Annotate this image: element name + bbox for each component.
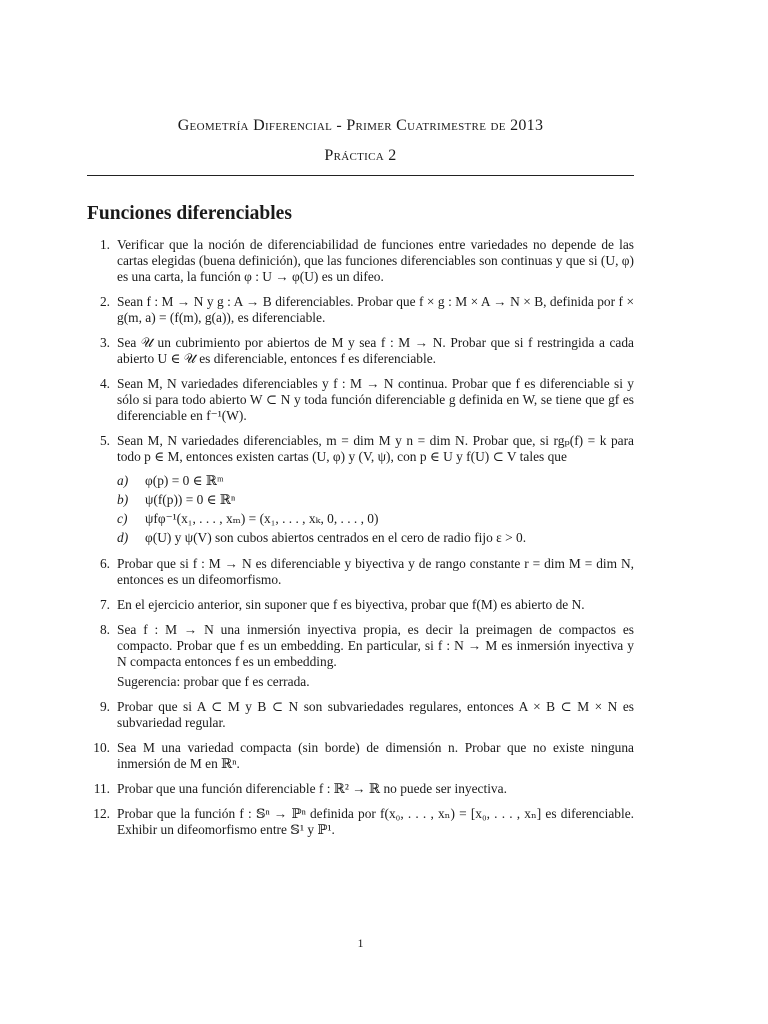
exercise-number: 2. [99,293,110,309]
exercise-number: 1. [99,237,110,252]
document-title: Geometría Diferencial - Primer Cuatrimestre de 2013 [177,117,544,134]
exercise-hint: Sugerencia: probar que f es cerrada. [117,673,310,689]
exercise-1 [87,237,634,284]
exercise-7 [87,597,634,613]
exercise-text: Probar que una función diferenciable f : ℝ² → ℝ no puede ser inyectiva. [117,781,507,797]
exercise-10 [87,740,634,772]
exercise-number: 6. [99,555,110,571]
exercise-8 [87,622,634,689]
exercise-text: En el ejercicio anterior, sin suponer que f es biyectiva, probar que f(M) es abierto de N. [117,596,585,612]
exercise-number: 5. [99,432,110,448]
exercise-12 [87,806,634,838]
subitem-d [117,530,634,546]
document-subtitle: Práctica 2 [324,147,397,164]
exercise-text: Sea 𝒰 un cubrimiento por abiertos de M y sea f : M → N. Probar que si f restringida a cada abierto U ∈ 𝒰 es diferenciable, entonces f es diferenciable. [117,334,634,366]
subitem-text: φ(U) y ψ(V) son cubos abiertos centrados en el cero de radio fijo ε > 0. [145,530,527,546]
exercise-number: 11. [93,781,110,797]
exercise-2 [87,294,634,326]
exercise-number: 10. [93,739,110,755]
exercise-list [87,237,634,847]
exercise-text: Probar que la función f : 𝕊ⁿ → ℙⁿ definida por f(x₀, . . . , xₙ) = [x₀, . . . , xₙ] es diferenciable. Exhibir un difeomorfismo entre 𝕊¹ y ℙ¹. [117,806,634,838]
exercise-number: 3. [99,334,110,350]
exercise-5-sublist [117,473,634,547]
exercise-text: Probar que si A ⊂ M y B ⊂ N son subvariedades regulares, entonces A × B ⊂ M × N es subvariedad regular. [117,698,634,730]
exercise-11 [87,781,634,797]
exercise-number: 12. [93,806,110,822]
subitem-text: φ(p) = 0 ∈ ℝᵐ [145,472,224,488]
exercise-number: 9. [99,698,110,714]
subitem-label: d) [117,530,129,546]
section-title: Funciones diferenciables [87,203,292,224]
subitem-c [117,511,634,527]
exercise-6 [87,556,634,588]
document-page [87,0,634,1024]
exercise-number: 8. [99,622,110,638]
subitem-label: b) [117,491,129,507]
exercise-text: Sean f : M → N y g : A → B diferenciables. Probar que f × g : M × A → N × B, definida por f × g(m, a) = (f(m), g(a)), es diferenciable. [117,293,634,325]
subitem-text: ψfφ⁻¹(x₁, . . . , xₘ) = (x₁, . . . , xₖ, 0, . . . , 0) [145,511,379,527]
subitem-label: a) [117,472,129,488]
exercise-text: Sea M una variedad compacta (sin borde) de dimensión n. Probar que no existe ninguna inmersión de M en ℝⁿ. [117,739,634,771]
subitem-text: ψ(f(p)) = 0 ∈ ℝⁿ [145,491,236,507]
exercise-5 [87,433,634,546]
exercise-text: Sea f : M → N una inmersión inyectiva propia, es decir la preimagen de compactos es compacto. Probar que f es un embedding. En particular, si f : N → M es inmersión inyectiva y N compacta entonces f es un embedding. [117,622,634,669]
subitem-b [117,492,634,508]
page-number: 1 [357,936,364,950]
exercise-number: 7. [99,596,110,612]
exercise-text: Probar que si f : M → N es diferenciable y biyectiva y de rango constante r = dim M = dim N, entonces es un difeomorfismo. [117,555,634,587]
exercise-number: 4. [99,376,110,392]
exercise-9 [87,699,634,731]
subitem-label: c) [117,511,128,527]
exercise-text: Sean M, N variedades diferenciables y f : M → N continua. Probar que f es diferenciable si y sólo si para todo abierto W ⊂ N y toda función diferenciable g definida en W, se tiene que gf es diferenciable en f⁻¹(W). [117,376,634,423]
header-rule [87,175,634,176]
exercise-text: Verificar que la noción de diferenciabilidad de funciones entre variedades no depende de las cartas elegidas (buena definición), que las funciones diferenciables son continuas y que si (U, φ) es una carta, la función φ : U → φ(U) es un difeo. [117,237,634,284]
exercise-4 [87,376,634,423]
exercise-text: Sean M, N variedades diferenciables, m = dim M y n = dim N. Probar que, si rgₚ(f) = k para todo p ∈ M, entonces existen cartas (U, φ) y (V, ψ), con p ∈ U y f(U) ⊂ V tales que [117,432,634,464]
exercise-3 [87,335,634,367]
subitem-a [117,473,634,489]
